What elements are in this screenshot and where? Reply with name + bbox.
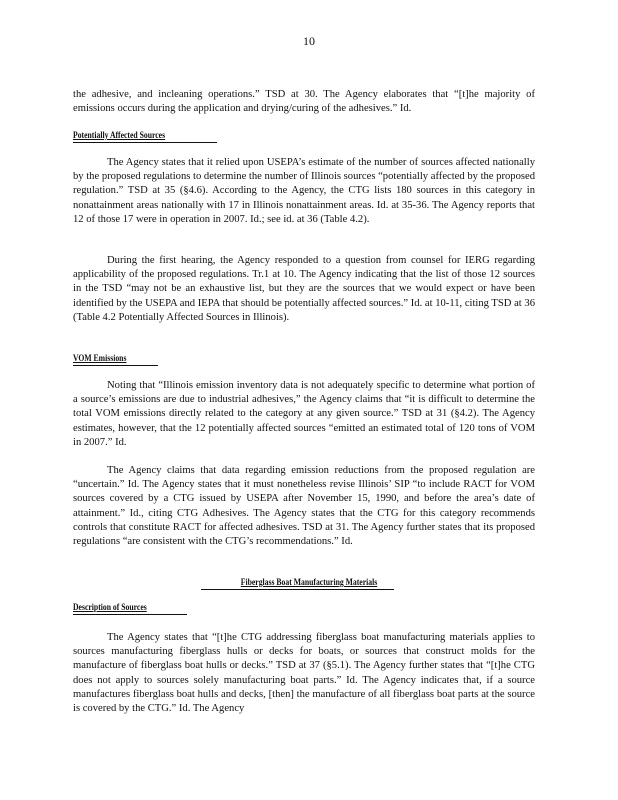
heading-underline — [73, 142, 217, 143]
heading-potentially-affected-sources: Potentially Affected Sources — [73, 131, 166, 141]
paragraph-fiberglass-ctg: The Agency states that “[t]he CTG addressing fiberglass boat manufacturing materials applies to sources manufacturing fiberglass hulls or decks for boats, or sources that construct molds for the manufacture of fiberglass boat hulls or decks.” TSD at 37 (§5.1). The Agency further states that “[t]he CTG does not apply to sources solely manufacturing boat parts.” Id. The Agency indicates that, if a source manufactures fiberglass boat hulls and decks, [then] the manufacture of all fiberglass boat parts at the source is covered by the CTG.” Id. The Agency — [73, 632, 535, 715]
heading-underline — [73, 614, 187, 615]
page-number: 10 — [303, 34, 315, 48]
heading-vom-emissions: VOM Emissions — [73, 354, 127, 364]
paragraph-emission-reductions: The Agency claims that data regarding emission reductions from the proposed regulation are “uncertain.” Id. The Agency states that it must nonetheless revise Illinois’ SIP “to include RACT for VOM sources covered by a CTG issued by USEPA after November 15, 1990, and before the area’s date of attainment.” Id., citing CTG Adhesives. The Agency states that the CTG for this category recommends controls that constitute RACT for affected adhesives. TSD at 31. The Agency further states that its proposed regulations “are consistent with the CTG’s recommendations.” Id. — [73, 465, 535, 548]
paragraph-usepa-estimate: The Agency states that it relied upon USEPA’s estimate of the number of sources affected nationally by the proposed regulations to determine the number of Illinois sources “potentially affected by the proposed regulation.” TSD at 35 (§4.6). According to the Agency, the CTG lists 180 sources in this category in nonattainment areas nationally with 17 in Illinois nonattainment areas. Id. at 35-36. The Agency reports that 12 of those 17 were in operation in 2007. Id.; see id. at 36 (Table 4.2). — [73, 157, 535, 225]
heading-underline — [201, 589, 394, 590]
heading-underline — [73, 365, 158, 366]
paragraph-adhesive-operations: the adhesive, and incleaning operations.” TSD at 30. The Agency elaborates that “[t]he majority of emissions occurs during the application and drying/curing of the adhesives.” Id. — [73, 89, 535, 115]
paragraph-emission-inventory: Noting that “Illinois emission inventory data is not adequately specific to determine what portion of a source’s emissions are due to industrial adhesives,” the Agency claims that “it is difficult to determine the total VOM emissions directly related to the category at any given source.” TSD at 31 (§4.2). The Agency estimates, however, that the 12 potentially affected sources “emitted an estimated total of 120 tons of VOM in 2007.” Id. — [73, 380, 535, 448]
heading-description-of-sources: Description of Sources — [73, 603, 147, 613]
paragraph-first-hearing: During the first hearing, the Agency responded to a question from counsel for IERG regarding applicability of the proposed regulations. Tr.1 at 10. The Agency indicating that the list of those 12 sources in the TSD “may not be an exhaustive list, but they are the sources that we would expect or have been identified by the USEPA and IEPA that should be potentially affected sources.” Id. at 10-11, citing TSD at 36 (Table 4.2 Potentially Affected Sources in Illinois). — [73, 255, 535, 323]
heading-fiberglass-boat-materials: Fiberglass Boat Manufacturing Materials — [240, 578, 378, 588]
